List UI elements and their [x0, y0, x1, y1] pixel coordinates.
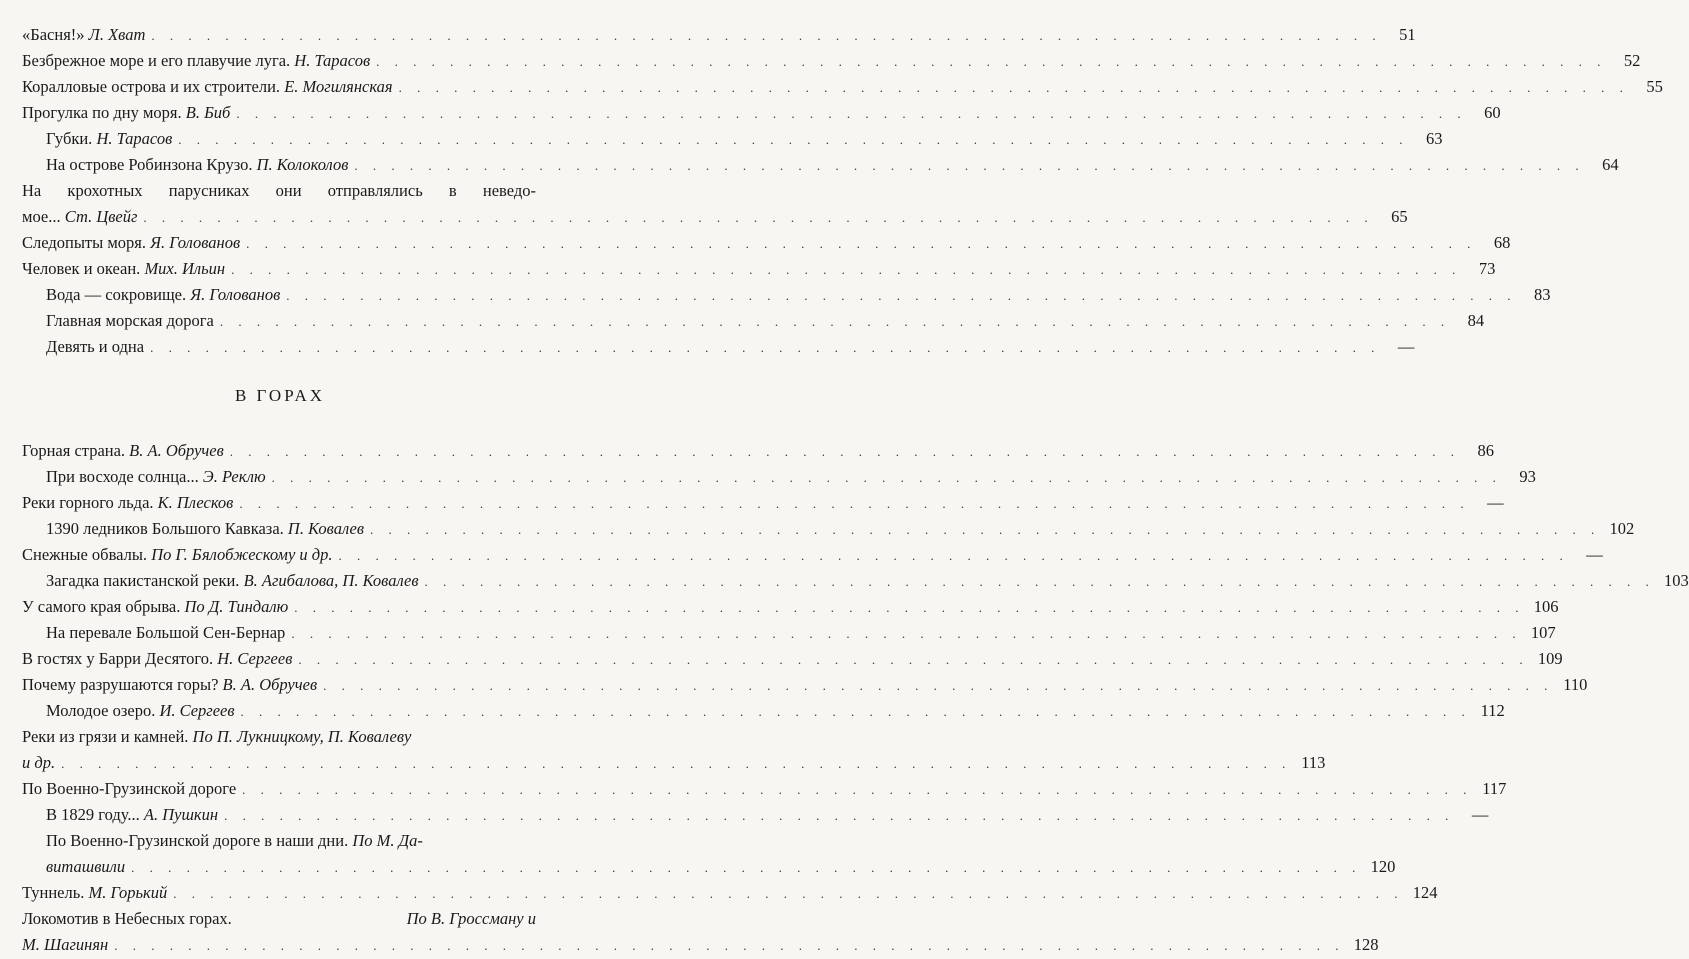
entry-author: и др.: [22, 753, 56, 772]
entry-row: [46, 334, 1415, 360]
leader-dots: [239, 491, 1469, 517]
entry-title: [22, 724, 411, 750]
entry-row: [22, 542, 1603, 568]
entry-row: [22, 880, 1438, 906]
page-number: 73: [1478, 259, 1496, 278]
leader-dots: [241, 699, 1471, 725]
toc-entry: [22, 48, 1641, 74]
entry-author: Н. Сергеев: [217, 649, 293, 668]
toc-entry: [46, 152, 1619, 178]
toc-entry: [46, 516, 1635, 542]
toc-entry: [46, 308, 1485, 334]
entry-author: К. Плесков: [157, 493, 234, 512]
entry-text: Главная морская дорога: [46, 311, 214, 330]
page-number: 109: [1537, 649, 1563, 668]
entry-text: Безбрежное море и его плавучие луга.: [22, 51, 291, 70]
toc-entry: [22, 646, 1563, 672]
leader-dots: [231, 257, 1461, 283]
toc-entry: [22, 256, 1496, 282]
entry-word: неведо-: [482, 181, 536, 200]
entry-row: [46, 698, 1505, 724]
leader-dots: [354, 153, 1584, 179]
entry-word: На: [22, 181, 42, 200]
page-number: 113: [1301, 753, 1326, 772]
entry-row: [22, 74, 1663, 100]
entry-row: [22, 594, 1559, 620]
page-number: 128: [1353, 935, 1379, 954]
leader-dots: [131, 855, 1361, 881]
entry-text: Почему разрушаются горы?: [22, 675, 219, 694]
entry-text: Человек и океан.: [22, 259, 141, 278]
leader-dots: [143, 205, 1373, 231]
entry-title: [46, 126, 172, 152]
entry-author: П. Ковалев: [287, 519, 365, 538]
entry-author: Я. Голованов: [150, 233, 241, 252]
entry-text: Девять и одна: [46, 337, 145, 356]
entry-title: [46, 854, 125, 880]
page-number: 117: [1482, 779, 1507, 798]
entry-row: [22, 230, 1511, 256]
entry-author: Э. Реклю: [202, 467, 266, 486]
entry-word: они: [275, 181, 302, 200]
toc-entry: [22, 230, 1511, 256]
entry-row: [46, 620, 1556, 646]
entry-row: [46, 464, 1536, 490]
entry-title: [46, 698, 235, 724]
entry-author: Н. Тарасов: [96, 129, 173, 148]
entry-text: Прогулка по дну моря.: [22, 103, 182, 122]
leader-dots: [61, 751, 1291, 777]
leader-dots: [220, 309, 1450, 335]
entry-text: Реки горного льда.: [22, 493, 154, 512]
page-number: 110: [1563, 675, 1588, 694]
entry-row: [46, 126, 1443, 152]
entry-text: Горная страна.: [22, 441, 126, 460]
entry-row: [22, 490, 1504, 516]
toc-entry: [22, 490, 1504, 516]
entry-author: Н. Тарасов: [294, 51, 371, 70]
entry-word: отправлялись: [327, 181, 423, 200]
leader-dots: [236, 101, 1466, 127]
toc-entry: [46, 620, 1556, 646]
toc-entry: [22, 100, 1501, 126]
entry-author: П. Колоколов: [256, 155, 349, 174]
entry-row: [22, 750, 1326, 776]
entry-row: [22, 100, 1501, 126]
entry-text: Реки из грязи и камней.: [22, 727, 189, 746]
entry-text: На перевале Большой Сен-Бернар: [46, 623, 286, 642]
page-number: 55: [1646, 77, 1663, 96]
page-number: 102: [1609, 519, 1635, 538]
entry-row: [22, 672, 1588, 698]
entry-text: На острове Робинзона Крузо.: [46, 155, 253, 174]
toc-entry: [22, 906, 1379, 958]
entry-author: Я. Голованов: [190, 285, 281, 304]
entry-author: виташвили: [46, 857, 126, 876]
entry-text: Локомотив в Небесных горах.: [22, 909, 232, 928]
entry-author: По Г. Бялобжескому и др.: [151, 545, 333, 564]
entry-author: Л. Хват: [88, 25, 146, 44]
leader-dots: [150, 335, 1380, 361]
toc-entry: [46, 282, 1551, 308]
entry-text: В 1829 году...: [46, 805, 140, 824]
entry-author: В. Биб: [185, 103, 231, 122]
entry-line: [22, 906, 536, 932]
leader-dots: [272, 465, 1502, 491]
page-number: 112: [1480, 701, 1505, 720]
leader-dots: [114, 933, 1344, 959]
page-number: 103: [1664, 571, 1689, 590]
leader-dots: [230, 439, 1460, 465]
toc-entry: [46, 464, 1536, 490]
entry-title: [46, 308, 214, 334]
entry-title: [46, 802, 218, 828]
page-number: 64: [1602, 155, 1619, 174]
page-number: 60: [1484, 103, 1501, 122]
leader-dots: [376, 49, 1606, 75]
page-number: —: [1397, 337, 1415, 356]
leader-dots: [339, 543, 1569, 569]
leader-dots: [298, 647, 1528, 673]
entry-row: [46, 152, 1619, 178]
entry-row: [46, 308, 1485, 334]
page-number: 107: [1530, 623, 1556, 642]
entry-row: [22, 204, 1408, 230]
page-number: 63: [1426, 129, 1443, 148]
entry-word: парусниках: [168, 181, 250, 200]
entry-title: [46, 620, 285, 646]
entry-author: Е. Могилянская: [284, 77, 393, 96]
entry-author: И. Сергеев: [159, 701, 235, 720]
leader-dots: [173, 881, 1403, 907]
entry-text: В гостях у Барри Десятого.: [22, 649, 214, 668]
entry-line: [22, 178, 536, 204]
entry-row: [22, 438, 1495, 464]
entry-author: Ст. Цвейг: [64, 207, 138, 226]
leader-dots: [425, 569, 1655, 595]
entry-row: [22, 932, 1379, 958]
toc-entry: [22, 178, 1408, 230]
entry-row: [46, 854, 1396, 880]
entry-row: [46, 516, 1635, 542]
entry-title: [46, 828, 423, 854]
page-number: 86: [1477, 441, 1495, 460]
page-number: 120: [1370, 857, 1396, 876]
page-number: 93: [1519, 467, 1536, 486]
entry-row: [22, 48, 1641, 74]
entry-row: [22, 256, 1496, 282]
entry-title: [22, 230, 240, 256]
toc-entry: [22, 880, 1438, 906]
entry-text: По Военно-Грузинской дороге в наши дни.: [46, 831, 349, 850]
entry-title: [46, 464, 266, 490]
entry-title: [22, 646, 292, 672]
page-number: —: [1487, 493, 1504, 512]
entry-author: По В. Гроссману и: [406, 909, 536, 928]
leader-dots: [286, 283, 1516, 309]
entry-text: Загадка пакистанской реки.: [46, 571, 240, 590]
entry-title: [22, 776, 236, 802]
entry-author: По П. Лукницкому, П. Ковалеву: [192, 727, 412, 746]
entry-word: в: [448, 181, 457, 200]
entry-title: [46, 568, 419, 594]
entry-text: У самого края обрыва.: [22, 597, 181, 616]
entry-title: [22, 256, 225, 282]
entry-title: [22, 100, 230, 126]
toc-entry: [46, 334, 1415, 360]
entry-text: По Военно-Грузинской дороге: [22, 779, 237, 798]
entry-title: [46, 516, 364, 542]
toc-entry: [46, 802, 1489, 828]
toc-entry: [22, 776, 1507, 802]
toc-entry: [46, 828, 1396, 880]
leader-dots: [246, 231, 1476, 257]
entry-author: В. Агибалова, П. Ковалев: [243, 571, 419, 590]
leader-dots: [151, 23, 1381, 49]
entry-author: В. А. Обручев: [222, 675, 318, 694]
entry-row: [46, 282, 1551, 308]
toc-entry: [46, 568, 1689, 594]
entry-title: [22, 932, 108, 958]
entry-title: [22, 204, 137, 230]
entry-author: М. Шагинян: [22, 935, 109, 954]
page-number: 106: [1533, 597, 1559, 616]
entry-title: [22, 542, 333, 568]
entry-title: [22, 672, 317, 698]
entry-title: [22, 74, 393, 100]
entry-text: Вода — сокровище.: [46, 285, 187, 304]
entry-text: мое...: [22, 207, 61, 226]
leader-dots: [291, 621, 1521, 647]
entry-title: [22, 880, 167, 906]
toc-entry: [46, 698, 1505, 724]
entry-author: Мих. Ильин: [144, 259, 226, 278]
page-number: 68: [1493, 233, 1511, 252]
entry-author: В. А. Обручев: [129, 441, 224, 460]
entry-title: [22, 906, 232, 932]
entry-text: Следопыты моря.: [22, 233, 146, 252]
leader-dots: [242, 777, 1472, 803]
entry-author: По Д. Тиндалю: [184, 597, 289, 616]
entry-text: 1390 ледников Большого Кавказа.: [46, 519, 284, 538]
entry-title: [22, 594, 288, 620]
toc-entry: [22, 22, 1416, 48]
entry-text: Туннель.: [22, 883, 85, 902]
entry-title: [22, 750, 55, 776]
leader-dots: [178, 127, 1408, 153]
entry-title: [22, 22, 145, 48]
toc-entry: [22, 542, 1603, 568]
entry-title: [22, 490, 233, 516]
entry-text: Губки.: [46, 129, 93, 148]
page-number: 83: [1534, 285, 1551, 304]
entry-line: [22, 724, 536, 750]
toc-entry: [22, 672, 1588, 698]
leader-dots: [224, 803, 1454, 829]
toc-entry: [22, 74, 1663, 100]
leader-dots: [323, 673, 1553, 699]
entry-title: [46, 282, 280, 308]
entry-line: [46, 828, 536, 854]
section-heading: В ГОРАХ: [234, 386, 326, 405]
toc-entry: [46, 126, 1443, 152]
entry-row: [22, 22, 1416, 48]
entry-row: [22, 646, 1563, 672]
entry-row: [46, 802, 1489, 828]
entry-text: Молодое озеро.: [46, 701, 156, 720]
entry-title: [22, 438, 224, 464]
page-number: 51: [1399, 25, 1416, 44]
entry-text: При восходе солнца...: [46, 467, 199, 486]
entry-word: крохотных: [67, 181, 143, 200]
entry-title: [22, 48, 370, 74]
toc-entry: [22, 724, 1326, 776]
entry-title: [46, 152, 348, 178]
toc-entry: [22, 594, 1559, 620]
entry-author: По М. Да-: [352, 831, 423, 850]
page-number: —: [1586, 545, 1603, 564]
leader-dots: [370, 517, 1600, 543]
page-number: 124: [1412, 883, 1438, 902]
page-number: —: [1471, 805, 1489, 824]
entry-row: [46, 568, 1689, 594]
entry-row: [22, 776, 1507, 802]
leader-dots: [399, 75, 1629, 101]
page-number: 52: [1623, 51, 1641, 70]
entry-title: [46, 334, 144, 360]
page-number: 65: [1391, 207, 1408, 226]
entry-author: А. Пушкин: [143, 805, 219, 824]
page-number: 84: [1467, 311, 1485, 330]
entry-text: Снежные обвалы.: [22, 545, 148, 564]
leader-dots: [294, 595, 1524, 621]
entry-text: Коралловые острова и их строители.: [22, 77, 281, 96]
entry-author: М. Горький: [88, 883, 168, 902]
toc-entry: [22, 438, 1495, 464]
entry-text: «Басня!»: [22, 25, 85, 44]
